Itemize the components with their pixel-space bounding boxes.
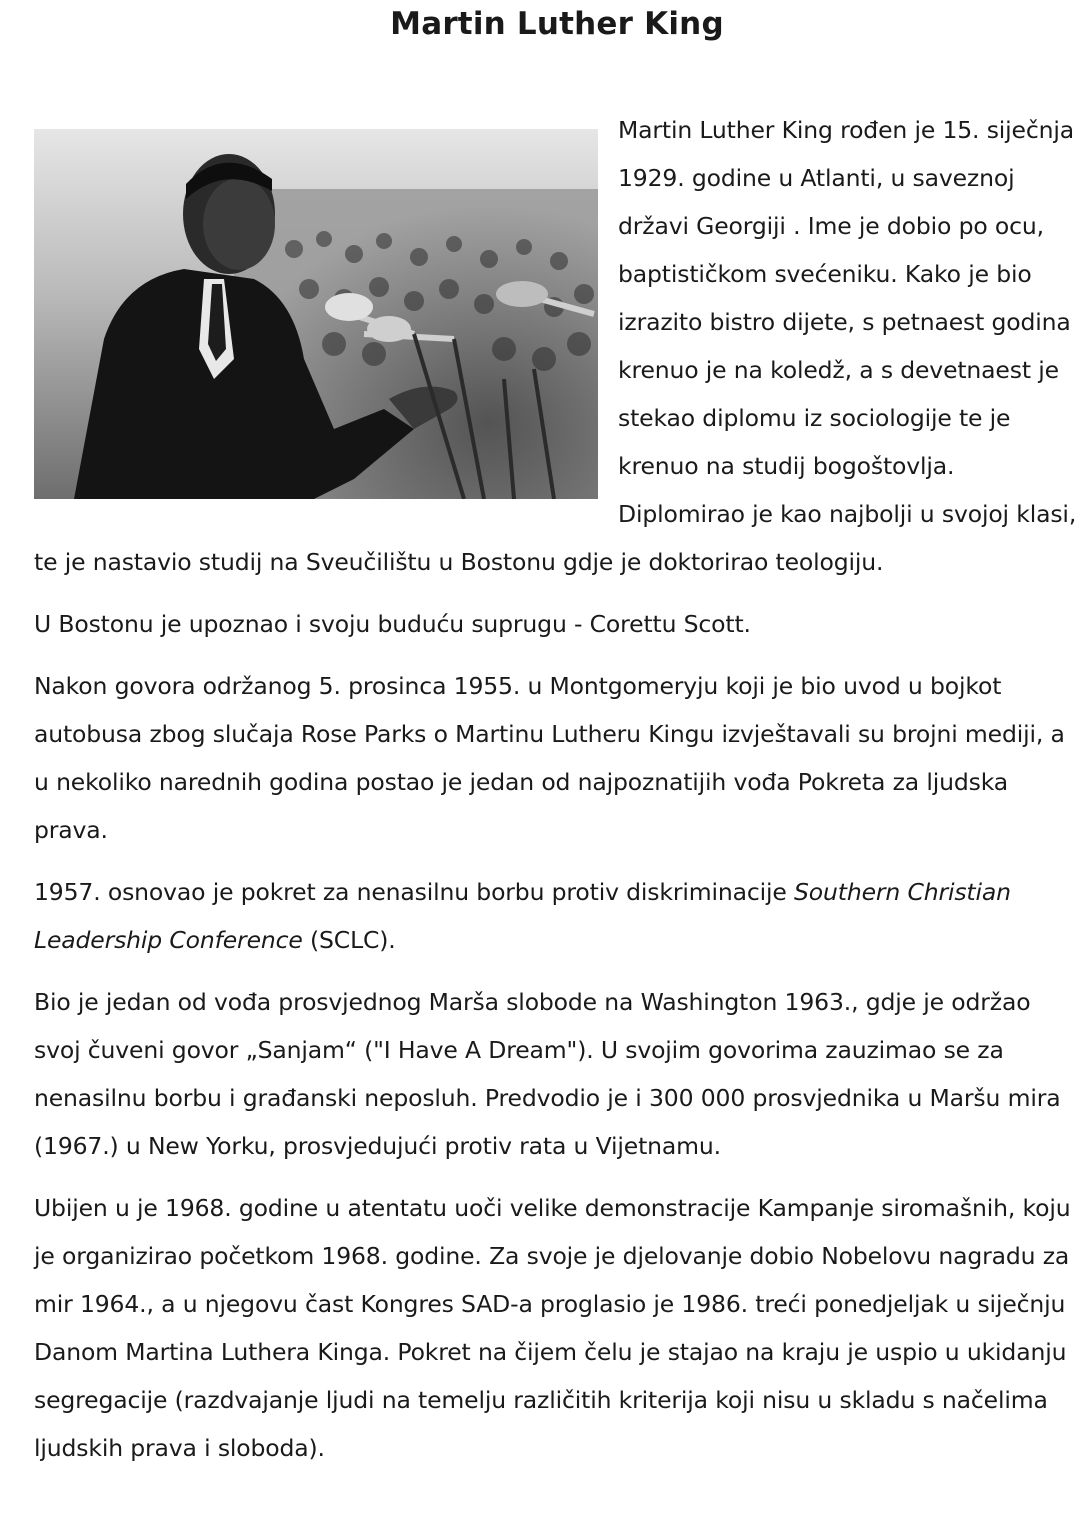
paragraph-biography: Martin Luther King rođen je 15. siječnja 1929. godine u Atlanti, u saveznoj državi Georgiji . Ime je dobio po ocu, baptističkom svećeniku. Kako je bio izrazito bistro dijete, s petnaest godina krenuo je na koledž, a s devetnaest je stekao diplomu iz sociologije te je krenuo na studij bogoštovlja. Diplomirao je kao najbolji u svojoj klasi, te je nastavio studij na Sveučilištu u Bostonu gdje je doktorirao teologiju.	[34, 116, 1077, 576]
sclc-text-before: 1957. osnovao je pokret za nenasilnu borbu protiv diskriminacije	[34, 878, 795, 906]
paragraph-washington: Bio je jedan od vođa prosvjednog Marša slobode na Washington 1963., gdje je održao svoj čuveni govor „Sanjam“ ("I Have A Dream"). U svojim govorima zauzimao se za nenasilnu borbu i građanski neposluh. Predvodio je i 300 000 prosvjednika u Maršu mira (1967.) u New Yorku, prosvjedujući protiv rata u Vijetnamu.	[34, 988, 1061, 1160]
photo-illustration	[34, 129, 598, 499]
portrait-photo	[34, 129, 598, 499]
paragraph-sclc	[34, 868, 1080, 964]
paragraph-montgomery: Nakon govora održanog 5. prosinca 1955. u Montgomeryju koji je bio uvod u bojkot autobusa zbog slučaja Rose Parks o Martinu Lutheru Kingu izvještavali su brojni mediji, a u nekoliko narednih godina postao je jedan od najpoznatijih vođa Pokreta za ljudska prava.	[34, 672, 1065, 844]
paragraph-boston: U Bostonu je upoznao i svoju buduću suprugu - Corettu Scott.	[34, 610, 751, 638]
page-title: Martin Luther King	[390, 6, 724, 42]
paragraph-death-legacy: Ubijen u je 1968. godine u atentatu uoči velike demonstracije Kampanje siromašnih, koju je organizirao početkom 1968. godine. Za svoje je djelovanje dobio Nobelovu nagradu za mir 1964., a u njegovu čast Kongres SAD-a proglasio je 1986. treći ponedjeljak u siječnju Danom Martina Luthera Kinga. Pokret na čijem čelu je stajao na kraju je uspio u ukidanju segregacije (razdvajanje ljudi na temelju različitih kriterija koji nisu u skladu s načelima ljudskih prava i sloboda).	[34, 1194, 1071, 1462]
document-page	[34, 0, 1080, 1462]
sclc-text-after: (SCLC).	[302, 926, 396, 954]
article-body	[34, 106, 1080, 1486]
sclc-name: Southern Christian Leadership Conference	[34, 878, 1011, 954]
